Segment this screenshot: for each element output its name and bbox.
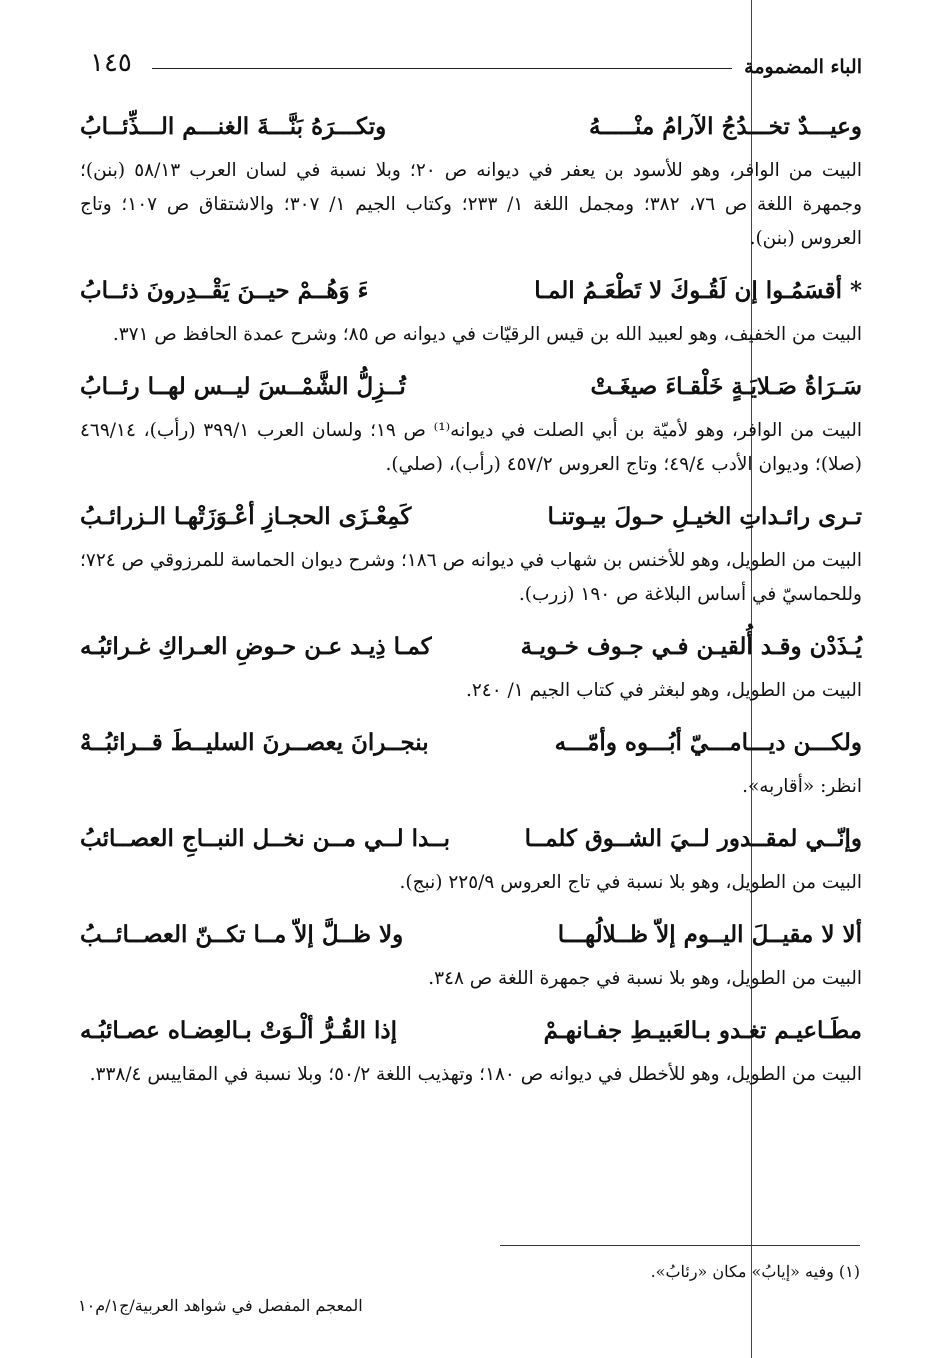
second-hemistich: كمـا ذِيـد عـن حـوضِ العـراكِ غـرائبُـه (80, 632, 432, 660)
second-hemistich: بنجــرانَ يعصــرنَ السليــطَ قــرائبُــهْ (80, 728, 429, 756)
verse-line (80, 714, 862, 770)
header-rule (152, 68, 732, 69)
page-header (80, 40, 862, 90)
verse-entry (80, 488, 862, 612)
verse-note: البيت من الطويل، وهو بلا نسبة في تاج العروس ٢٢٥/٩ (نبج). (399, 872, 862, 893)
verse-note: البيت من الطويل، وهو بلا نسبة في جمهرة اللغة ص ٣٤٨. (428, 968, 862, 989)
page-footer: المعجم المفصل في شواهد العربية/ج١/م١٠ (78, 1296, 363, 1315)
verse-line (80, 98, 862, 154)
verse-note: البيت من الوافر، وهو لأميّة بن أبي الصلت في ديوانه⁽¹⁾ ص ١٩؛ ولسان العرب ٣٩٩/١ (رأب)، ٤٦٩/١٤ (صلا)؛ وديوان الأدب ٤٩/٤؛ وتاج العروس ٤٥٧/٢ (رأب)، (صلي). (80, 420, 862, 475)
verse-entry (80, 1002, 862, 1092)
verse-line (80, 488, 862, 544)
verse-note: البيت من الوافر، وهو للأسود بن يعفر في ديوانه ص ٢٠؛ وبلا نسبة في لسان العرب ٥٨/١٣ (بنن)؛ وجمهرة اللغة ص ٧٦، ٣٨٢؛ ومجمل اللغة ١/ ٢٣٣؛ وكتاب الجيم ١/ ٣٠٧؛ والاشتقاق ص ١٠٧؛ وتاج العروس (بنن). (80, 160, 863, 249)
first-hemistich: مطَـاعيـم تغـدو بـالعَبيـطِ جفـانهـمْ (543, 1016, 862, 1044)
second-hemistich: بــدا لــي مــن نخــل النبــاجِ العصــائبُ (80, 824, 450, 852)
first-hemistich: سَـرَاةُ صَـلايَـةٍ خَلْقـاءَ صيغَـتْ (590, 372, 862, 400)
page-content (80, 98, 862, 1098)
verse-note: البيت من الطويل، وهو للأخنس بن شهاب في ديوانه ص ١٨٦؛ وشرح ديوان الحماسة للمرزوقي ص ٧٢٤؛ وللحماسيّ في أساس البلاغة ص ١٩٠ (زرب). (80, 550, 862, 605)
running-title: الباء المضمومة (744, 56, 862, 78)
verse-line (80, 262, 862, 318)
first-hemistich: وإنّــي لمقــدور لــيَ الشــوق كلمــا (524, 824, 862, 852)
second-hemistich: ولا ظــلَّ إلاّ مــا تكــنّ العصــائــبُ (80, 920, 404, 948)
first-hemistich: يُـذَدْن وقـد أُلقيـن فـي جـوف خـويـة (520, 632, 862, 660)
footnote: (١) وفيه «إيابُ» مكان «رئابُ». (650, 1262, 860, 1281)
verse-line (80, 1002, 862, 1058)
verse-note: انظر: «أقاربه». (742, 776, 862, 797)
verse-entry (80, 358, 862, 482)
verse-note: البيت من الخفيف، وهو لعبيد الله بن قيس الرقيّات في ديوانه ص ٨٥؛ وشرح عمدة الحافظ ص ٣٧١. (112, 324, 862, 345)
second-hemistich: تُــزِلُّ الشَّمْــسَ ليــس لهــا رئــابُ (80, 372, 406, 400)
verse-note: البيت من الطويل، وهو لبغثر في كتاب الجيم ١/ ٢٤٠. (465, 680, 862, 701)
verse-entry (80, 98, 862, 256)
first-hemistich: تـرى رائـداتِ الخيـلِ حـولَ بيـوتنـا (547, 502, 862, 530)
verse-line (80, 810, 862, 866)
second-hemistich: وتكـــرَهُ بَنَّـــةَ الغنـــم الـــذِّئــابُ (80, 112, 387, 140)
second-hemistich: ءَ وَهُــمْ حيــنَ يَقْــدِرونَ ذئــابُ (80, 276, 369, 304)
verse-line (80, 618, 862, 674)
second-hemistich: إذا القُـرُّ ألْـوَتْ بـالعِضـاه عصـائبُـه (80, 1016, 398, 1044)
verse-line (80, 906, 862, 962)
first-hemistich: ألا لا مقيــلَ اليــوم إلاّ ظــلالُهـــا (557, 920, 862, 948)
first-hemistich: ولكـــن ديـــامـــيّ أبُـــوه وأمّـــه (554, 728, 862, 756)
first-hemistich: وعيـــدٌ تخـــدُجُ الآرامُ منْـــــهُ (589, 112, 862, 140)
verse-note: البيت من الطويل، وهو للأخطل في ديوانه ص ١٨٠؛ وتهذيب اللغة ٥٠/٢؛ وبلا نسبة في المقاييس ٣٣٨/٤. (89, 1064, 862, 1085)
verse-entry (80, 714, 862, 804)
verse-entry (80, 906, 862, 996)
second-hemistich: كَمِعْـزَى الحجـازِ أعْـوَزَتْهـا الـزرائـبُ (80, 502, 412, 530)
page-number: ١٤٥ (90, 48, 132, 78)
verse-line (80, 358, 862, 414)
first-hemistich: * أقسَمُـوا إن لَقُـوكَ لا تَطْعَـمُ المـا (534, 276, 862, 304)
verse-entry (80, 810, 862, 900)
verse-entry (80, 618, 862, 708)
verse-entry (80, 262, 862, 352)
footnote-rule (500, 1245, 860, 1246)
